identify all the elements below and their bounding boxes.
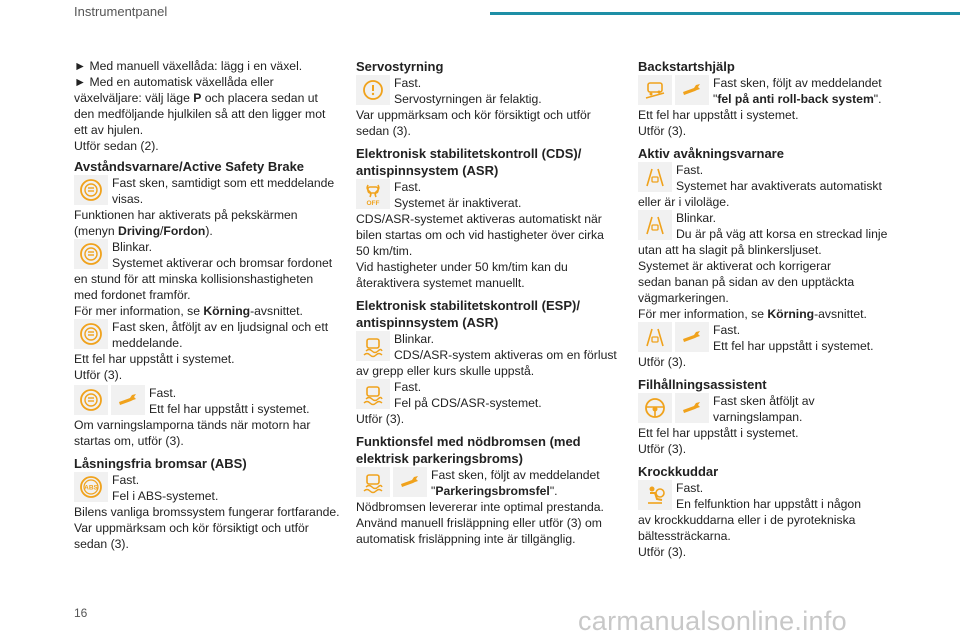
text: Fast.	[676, 163, 704, 177]
text: Utför (3).	[74, 368, 123, 382]
heading-esp	[356, 297, 620, 331]
column-1	[74, 58, 342, 552]
heading-keep: Filhållningsassistent	[638, 377, 767, 392]
steering-warning-icon	[356, 75, 390, 105]
servo-entry	[356, 75, 620, 107]
text: utan att ha slagit på blinkersljuset.	[638, 243, 822, 257]
heading-lane: Aktiv avåkningsvarnare	[638, 146, 784, 161]
intro-line: den medföljande hjulkilen så att den ligger mot	[74, 107, 326, 121]
text: Ett fel har uppstått i systemet.	[638, 108, 799, 122]
watermark: carmanualsonline.info	[578, 606, 847, 636]
text: sedan (3).	[356, 124, 411, 138]
text: -avsnittet.	[814, 307, 867, 321]
cds-entry	[356, 179, 620, 211]
text: och placera sedan ut	[201, 91, 318, 105]
text: Funktionen har aktiverats på pekskärmen	[74, 208, 298, 222]
text: Ett fel har uppstått i systemet.	[149, 402, 310, 416]
bold-text: Fordon	[163, 224, 206, 238]
text: Var uppmärksam och kör försiktigt och utför	[74, 521, 309, 535]
text: eller är i viloläge.	[638, 195, 730, 209]
text: ).	[205, 224, 213, 238]
svg-text:ABS: ABS	[84, 484, 98, 492]
wrench-icon	[675, 393, 709, 423]
text: Funktionsfel med nödbromsen (med	[356, 434, 581, 449]
text: CDS/ASR-systemet aktiveras automatiskt när	[356, 212, 602, 226]
text	[74, 303, 342, 319]
steering-wheel-icon	[638, 393, 672, 423]
text: ".	[549, 484, 558, 498]
bold-text: P	[193, 91, 202, 105]
collision-warning-icon	[74, 385, 108, 415]
collision-warning-icon	[74, 175, 108, 205]
text: Var uppmärksam och kör försiktigt och utför	[356, 108, 591, 122]
text: Fast.	[112, 473, 140, 487]
text: Elektronisk stabilitetskontroll (ESP)/	[356, 298, 580, 313]
aeb-entry	[74, 239, 342, 271]
svg-text:OFF: OFF	[366, 200, 380, 207]
text: (menyn	[74, 224, 119, 238]
text: varningslampan.	[713, 410, 803, 424]
text: "	[431, 484, 436, 498]
lane-entry	[638, 210, 890, 242]
text: Om varningslamporna tänds när motorn har	[74, 418, 311, 432]
hill-start-icon	[638, 75, 672, 105]
heading-crash: Krockkuddar	[638, 464, 719, 479]
text	[713, 91, 890, 107]
text	[638, 306, 890, 322]
text: antispinnsystem (ASR)	[356, 163, 499, 178]
text: Fast.	[394, 180, 422, 194]
text: Använd manuell frisläppning eller utför (3) om	[356, 516, 602, 530]
abs-entry	[74, 472, 342, 504]
intro-line: ett av hjulen.	[74, 123, 144, 137]
text: Fel i ABS-systemet.	[112, 489, 219, 503]
esp-entry	[356, 379, 620, 411]
abs-icon	[74, 472, 108, 502]
wrench-icon	[393, 467, 427, 497]
text: av krockkuddarna eller i de pyrotekniska	[638, 513, 856, 527]
intro-line	[74, 90, 342, 106]
epb-entry	[356, 467, 620, 499]
bold-text: fel på anti roll-back system	[717, 92, 874, 106]
heading-aeb: Avståndsvarnare/Active Safety Brake	[74, 159, 305, 174]
collision-warning-icon	[74, 239, 108, 269]
text: Ett fel har uppstått i systemet.	[74, 352, 235, 366]
heading-cds	[356, 145, 620, 179]
text: Fast.	[394, 76, 422, 90]
text: bältessträckarna.	[638, 529, 731, 543]
lane-entry	[638, 162, 890, 194]
text: Fast sken, åtföljt av en ljudsignal och ett	[112, 320, 329, 334]
column-3	[638, 58, 890, 560]
page-number: 16	[74, 606, 88, 620]
stability-off-icon	[356, 179, 390, 209]
text: /	[160, 224, 164, 238]
text: återaktivera systemet manuellt.	[356, 276, 525, 290]
hill-entry	[638, 75, 890, 107]
text: Ett fel har uppstått i systemet.	[638, 426, 799, 440]
text: med fordonet framför.	[74, 288, 191, 302]
heading-servo: Servostyrning	[356, 59, 444, 74]
aeb-entry	[74, 385, 342, 417]
text: Blinkar.	[112, 240, 152, 254]
text: Bilens vanliga bromssystem fungerar fortfarande.	[74, 505, 340, 519]
wrench-icon	[675, 75, 709, 105]
text: antispinnsystem (ASR)	[356, 315, 499, 330]
airbag-icon	[638, 480, 672, 510]
text	[74, 223, 342, 239]
bold-text: Parkeringsbromsfel	[435, 484, 550, 498]
text: Fast sken, samtidigt som ett meddelande	[112, 176, 335, 190]
text: Utför (3).	[356, 412, 405, 426]
esp-entry	[356, 331, 620, 363]
text: CDS/ASR-system aktiveras om en förlust	[394, 348, 617, 362]
stability-icon	[356, 379, 390, 409]
text: Systemet är inaktiverat.	[394, 196, 522, 210]
text: För mer information, se	[74, 304, 204, 318]
header-rule	[490, 12, 960, 15]
column-2	[356, 58, 620, 547]
lane-departure-icon	[638, 322, 672, 352]
text: Utför (3).	[638, 442, 687, 456]
lane-departure-icon	[638, 162, 672, 192]
text	[431, 483, 620, 499]
intro-line: ► Med en automatisk växellåda eller	[74, 75, 274, 89]
text: Utför (3).	[638, 545, 687, 559]
text: Systemet aktiverar och bromsar fordonet	[112, 256, 333, 270]
text: en stund för att minska kollisionshastigheten	[74, 272, 314, 286]
stability-icon	[356, 467, 390, 497]
text: -avsnittet.	[250, 304, 303, 318]
bold-text: Driving	[118, 224, 161, 238]
aeb-entry	[74, 319, 342, 351]
bold-text: Körning	[203, 304, 251, 318]
text: meddelande.	[112, 336, 183, 350]
text: automatisk frisläppning inte är tillgänglig.	[356, 532, 576, 546]
text: Du är på väg att korsa en streckad linje	[676, 227, 888, 241]
lane-departure-icon	[638, 210, 672, 240]
text: växelväljare: välj läge	[74, 91, 194, 105]
text: Fast.	[149, 386, 177, 400]
text: av grepp eller kurs skulle uppstå.	[356, 364, 535, 378]
text: Fast.	[676, 481, 704, 495]
wrench-icon	[675, 322, 709, 352]
text: Nödbromsen levererar inte optimal prestanda.	[356, 500, 604, 514]
text: Elektronisk stabilitetskontroll (CDS)/	[356, 146, 582, 161]
text: ".	[873, 92, 882, 106]
text: En felfunktion har uppstått i någon	[676, 497, 861, 511]
text: 50 km/tim.	[356, 244, 413, 258]
text: Utför (3).	[638, 355, 687, 369]
text: vägmarkeringen.	[638, 291, 729, 305]
text: sedan banan på sidan av den upptäckta	[638, 275, 855, 289]
text: Fast.	[713, 323, 741, 337]
text: För mer information, se	[638, 307, 768, 321]
keep-entry	[638, 393, 890, 425]
wrench-icon	[111, 385, 145, 415]
crash-entry	[638, 480, 890, 512]
intro-line: ► Med manuell växellåda: lägg i en växel.	[74, 59, 303, 73]
text: elektrisk parkeringsbroms)	[356, 451, 523, 466]
text: Blinkar.	[676, 211, 716, 225]
text: Systemet är aktiverat och korrigerar	[638, 259, 832, 273]
text: Utför (3).	[638, 124, 687, 138]
intro-line: Utför sedan (2).	[74, 139, 159, 153]
text: bilen startas om och vid hastigheter över cirka	[356, 228, 604, 242]
lane-entry	[638, 322, 890, 354]
text: Fast sken åtföljt av	[713, 394, 815, 408]
text: Vid hastigheter under 50 km/tim kan du	[356, 260, 568, 274]
text: visas.	[112, 192, 144, 206]
text: Fast.	[394, 380, 422, 394]
heading-epb	[356, 433, 620, 467]
heading-hill: Backstartshjälp	[638, 59, 735, 74]
stability-icon	[356, 331, 390, 361]
aeb-entry	[74, 175, 342, 207]
section-header: Instrumentpanel	[74, 4, 168, 19]
text: Systemet har avaktiverats automatiskt	[676, 179, 882, 193]
text: Blinkar.	[394, 332, 434, 346]
text: Ett fel har uppstått i systemet.	[713, 339, 874, 353]
text: startas om, utför (3).	[74, 434, 184, 448]
text: Servostyrningen är felaktig.	[394, 92, 542, 106]
collision-warning-icon	[74, 319, 108, 349]
text: sedan (3).	[74, 537, 129, 551]
text: Fast sken, följt av meddelandet	[713, 76, 882, 90]
text: Fast sken, följt av meddelandet	[431, 468, 600, 482]
text: Fel på CDS/ASR-systemet.	[394, 396, 542, 410]
text: "	[713, 92, 718, 106]
bold-text: Körning	[767, 307, 815, 321]
heading-abs: Låsningsfria bromsar (ABS)	[74, 456, 247, 471]
